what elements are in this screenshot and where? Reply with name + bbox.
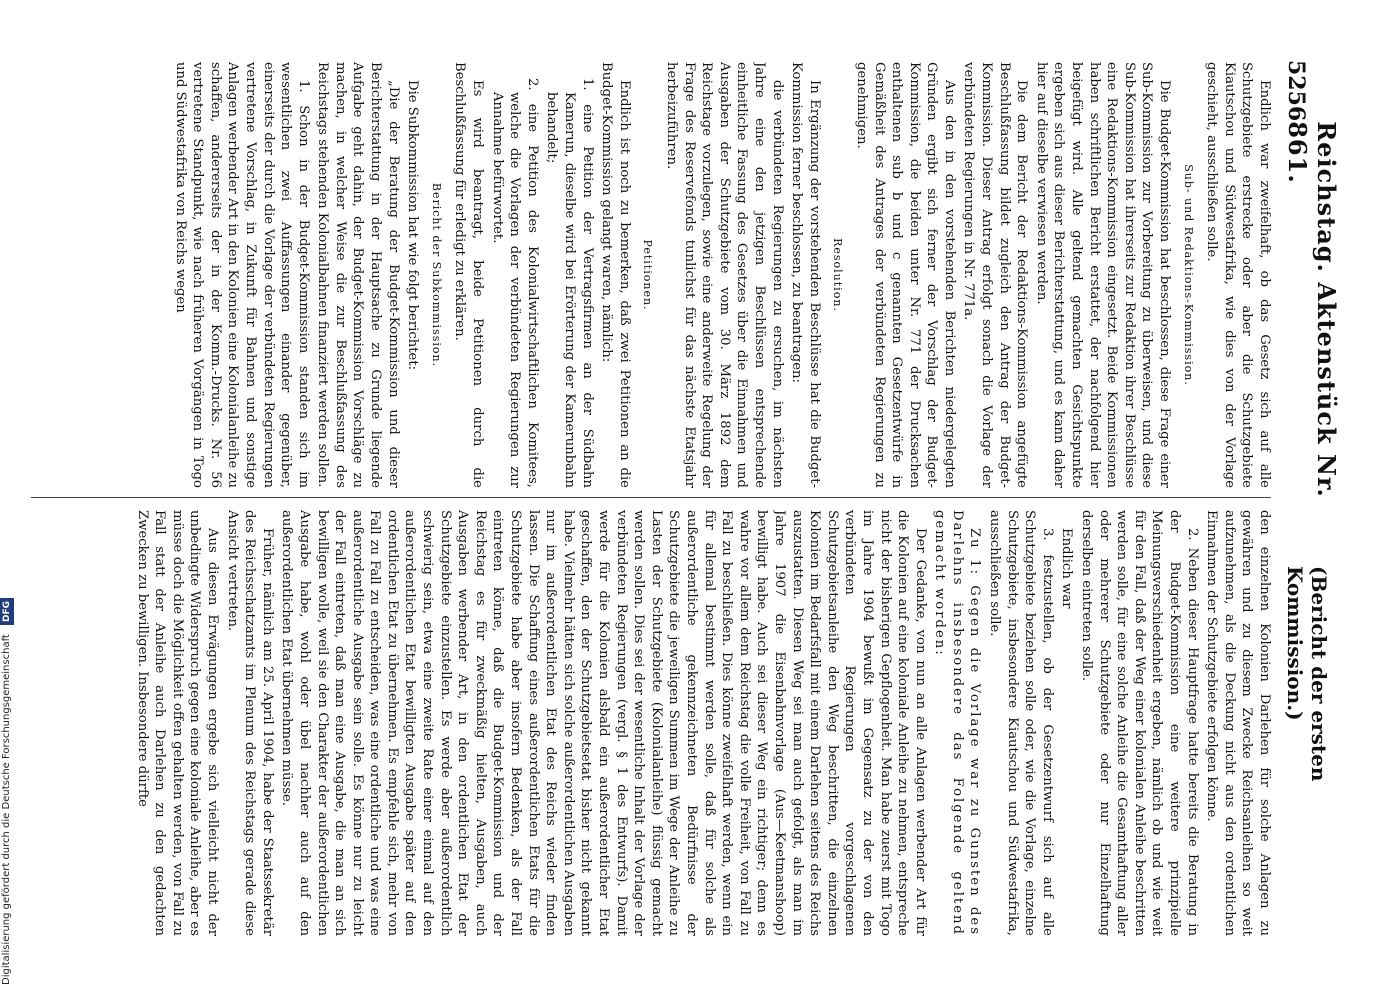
subheading: Petitionen.	[641, 239, 655, 311]
subheading: Sub- und Redaktions-Kommission.	[1181, 164, 1195, 386]
paragraph: 2. Neben dieser Hauptfrage hatte bereits die Beratung in der Budget-Kommission eine weitere prinzipielle Meinungsverschiedenheit ergeben, nämlich ob und wie weit für den Fall, daß der Weg einer kolonialen Anleihe beschritten werden solle, für eine solche Anleihe die Gesamthaftung aller oder mehrerer Schutzgebiete oder nur Einzelhaftung derselben eintreten solle.	[1079, 510, 1200, 936]
paragraph: Endlich war	[1059, 528, 1075, 609]
page-number: 5256	[1283, 60, 1309, 122]
paragraph: die verbündeten Regierungen zu ersuchen, im nächsten Jahre eine den jetzigen Beschlüssen entsprechende einheitliche Fassung des Gesetzes über die Einnahmen und Ausgaben der Schutzgebiete vom 30. März 1892 dem Reichstage vorzulegen, sowie eine anderweite Regelung der Frage des Reservefonds tunlichst für das nächste Etatsjahr herbeizuführen.	[664, 62, 785, 488]
page-title: Reichstag. Aktenstück Nr. 861.	[1283, 121, 1341, 498]
paragraph: Aus diesen Erwägungen ergebe sich vielleicht nicht der unbedingte Widerspruch gegen eine koloniale Anleihe, aber es müsse doch die Möglichkeit offen gehalten werden, von Fall zu Fall statt der Anleihe auch Darlehen zu den gedachten Zwecken zu bewilligen. Insbesondere dürfte	[134, 510, 220, 936]
subheading: Bericht der Subkommission.	[429, 182, 443, 368]
paragraph: Die dem Bericht der Redaktions-Kommission angefügte Beschlußfassung bildet zugleich den Antrag der Budget-Kommission. Dieser Antrag erfolgt sonach die Vorlage der verbündeten Regierungen in Nr. 771a.	[961, 62, 1030, 488]
list-item: 1. eine Petition der Vertragsfirmen an der Südbahn Kamerun, dieselbe wird bei Erörterung der Kamerunbahn behandelt;	[544, 78, 595, 488]
paragraph: Die Subkommission hat wie folgt berichtet:	[405, 80, 421, 371]
column-divider	[31, 497, 1271, 498]
subheading: Resolution.	[831, 238, 845, 312]
dfg-logo: DFG	[0, 598, 14, 625]
paragraph: Endlich war zweifelhaft, ob das Gesetz sich auf alle Schutzgebiete erstrecke oder aber die Schutzgebiete Kiautschou und Südwestafrika, wie dies von der Vorlage geschieht, ausschließen solle.	[1204, 62, 1272, 488]
paragraph: Früher, nämlich am 25. April 1904, habe der Staatssekretär des Reichsschatzamts im Plenum des Reichstags gerade diese Ansicht vertreten.	[224, 510, 275, 936]
paragraph: Es wird beantragt, beide Petitionen durch die Beschlußfassung für erledigt zu erklären.	[452, 62, 486, 488]
list-item: 2. eine Petition des Kolonialwirtschaftlichen Komitees, welche die Vorlagen der verbündeten Regierungen zur Annahme befürwortet.	[489, 78, 540, 488]
digitization-text	[0, 598, 14, 985]
section-title: (Bericht der ersten Kommission.)	[1283, 565, 1331, 782]
right-column	[28, 510, 1273, 936]
paragraph: In Ergänzung der vorstehenden Beschlüsse hat die Budget-Kommission ferner beschlossen, zu beantragen:	[789, 62, 822, 488]
digitization-label: Digitalisierung gefördert durch die Deutsche Forschungsgemeinschaft	[1, 634, 12, 985]
paragraph: Aus den in den vorstehenden Berichten niedergelegten Gründen ergibt sich ferner der Vorschlag der Budget-Kommission, die beiden unter Nr. 771 der Drucksachen enthaltenen sub b und c genannten Gesetzentwürfe in Gemäßheit des Antrages der verbündeten Regierungen zu genehmigen.	[853, 62, 957, 488]
page-header	[1283, 60, 1341, 940]
paragraph: Der Gedanke, von nun an alle Anlagen werbender Art für die Kolonien auf eine koloniale Anleihe zu nehmen, entspreche nicht der bisherigen Gepflogenheit. Man habe zuerst mit Togo im Jahre 1904 bewußt im Gegensatz zu der von den verbündeten Regierungen vorgeschlagenen Schutzgebietsanleihe den Weg beschritten, die einzelnen Kolonien im Bedarfsfall mit einem Darlehen seitens des Reichs auszustatten. Diesen Weg sei man auch gefolgt, als man im Jahre 1907 die Eisenbahnvorlage (Aus—Keetmanshoop) bewilligt habe. Auch sei dieser Weg ein richtiger; denn es wahre vor allem dem Reichstag die volle Freiheit, von Fall zu Fall zu beschließen. Dies könne zweifelhaft werden, wenn ein für allemal bestimmt werden solle, daß für solche als außerordentliche gekennzeichneten Bedürfnisse der Schutzgebiete die jeweiligen Summen im Wege der Anleihe zu Lasten der Schutzgebiete (Kolonialanleihe) flüssig gemacht werden sollen. Dies sei der wesentliche Inhalt der Vorlage der verbündeten Regierungen (vergl. § 1 des Entwurfs). Damit werde für die Kolonien alsbald ein außerordentlicher Etat geschaffen, den der Schutzgebietsetat bisher nicht gekannt habe. Vielmehr hätten sich solche außerordentlichen Ausgaben nur im außerordentlichen Etat des Reichs wieder finden lassen. Die Schaffung eines außerordentlichen Etats für die Schutzgebiete habe aber insofern Bedenken, als der Fall eintreten könne, daß die Budget-Kommission und der Reichstag es für zweckmäßig hielten, Ausgaben, auch Ausgaben werbender Art, in den ordentlichen Etat der Schutzgebiete einzustellen. Es werde aber außerordentlich schwierig sein, etwa eine zweite Rate einer einmal auf den außerordentlichen Etat bewilligten Ausgabe später auf den ordentlichen Etat zu übernehmen. Es empfehle sich, mehr von Fall zu Fall zu entscheiden, was eine ordentliche und was eine außerordentliche Ausgabe sein solle. Es könne nur zu leicht der Fall eintreten, daß man eine Ausgabe, die man an sich bewilligen wolle, weil sie den Charakter der außerordentlichen Ausgabe habe, wohl oder übel nachher auch auf den außerordentlichen Etat übernehmen müsse.	[279, 510, 928, 936]
paragraph: 1. Schon in der Budget-Kommission standen sich im wesentlichen zwei Auffassungen einander gegenüber, einerseits der durch die Vorlage der verbündeten Regierungen vertretene Vorschlag, in Zukunft für Bahnen und sonstige Anlagen werbender Art in den Kolonien eine Kolonialanleihe zu schaffen, andererseits der in der Komm.-Drucks. Nr. 56 vertretene Standpunkt, wie nach früheren Vorgängen in Togo und Südwestafrika von Reichs wegen	[172, 62, 311, 488]
paragraph: Zu 1: Gegen die Vorlage war zu Gunsten des Darlehns insbesondere das Folgende geltend gemacht worden:	[932, 510, 983, 936]
paragraph: den einzelnen Kolonien Darlehen für solche Anlagen zu gewähren und zu diesem Zwecke Reichsanleihen so weit aufzunehmen, als die Deckung nicht aus den ordentlichen Einnahmen der Schutzgebiete erfolgen könne.	[1204, 510, 1272, 936]
left-column	[28, 62, 1273, 488]
digitization-note	[0, 0, 14, 1000]
paragraph: „Die der Beratung der Budget-Kommission und dieser Berichterstattung in der Hauptsache zu Grunde liegende Aufgabe geht dahin, der Budget-Kommission Vorschläge zu machen, in welcher Weise die zur Beschlußfassung des Reichstags stehenden Kolonialbahnen finanziert werden sollen.	[315, 62, 401, 488]
paragraph: Endlich ist noch zu bemerken, daß zwei Petitionen an die Budget-Kommission gelangt waren, nämlich:	[599, 62, 632, 488]
paragraph: Die Budget-Kommission hat beschlossen, diese Frage einer Sub-Kommission zur Vorbereitung zu überweisen, und diese Sub-Kommission hat ihrerseits zur Redaktion ihrer Beschlüsse eine Redaktions-Kommission eingesetzt. Beide Kommissionen haben schriftlichen Bericht erstattet, der nachfolgend hier beigefügt wird. Alle geltend gemachten Gesichtspunkte ergeben sich aus dieser Berichterstattung, und es kann daher hier auf dieselbe verwiesen werden.	[1033, 62, 1173, 488]
paragraph: 3. festzustellen, ob der Gesetzentwurf sich auf alle Schutzgebiete beziehen solle oder, wie die Vorlage, einzelne Schutzgebiete, insbesondere Kiautschou und Südwestafrika, ausschließen solle.	[987, 510, 1055, 936]
